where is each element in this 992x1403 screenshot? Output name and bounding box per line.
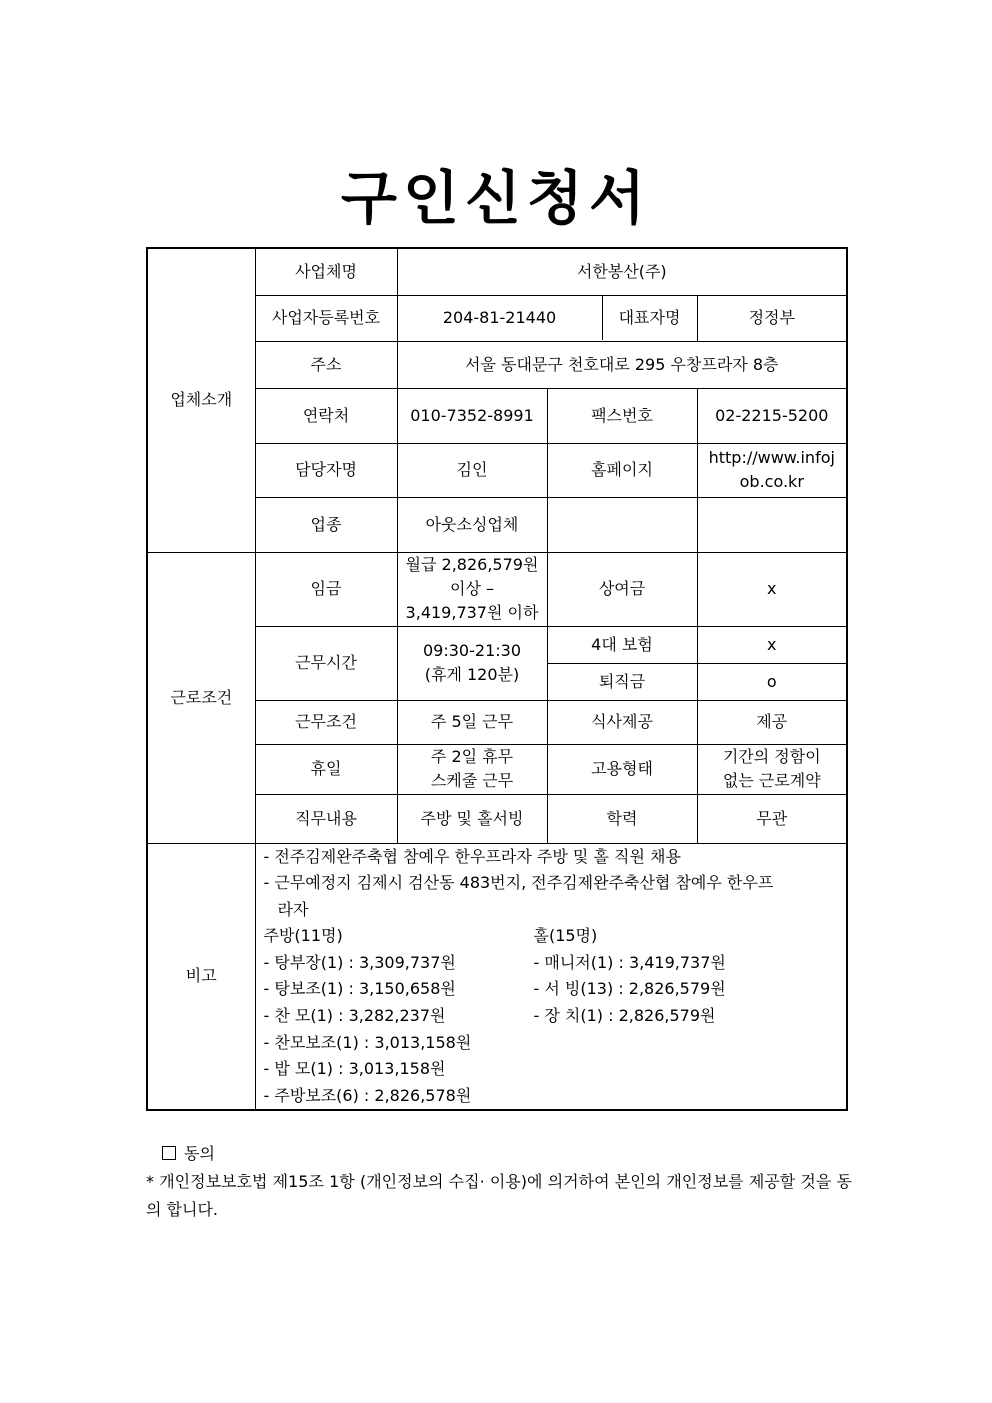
hours-line: 09:30-21:30 xyxy=(423,641,521,660)
education-label: 학력 xyxy=(547,794,697,843)
severance: o xyxy=(697,663,847,700)
holiday-line: 주 2일 휴무 xyxy=(430,747,514,766)
education: 무관 xyxy=(697,794,847,843)
hall-item: - 장 치(1) : 2,826,579원 xyxy=(533,1006,716,1026)
employment-line: 없는 근로계약 xyxy=(722,771,821,790)
phone-label: 연락처 xyxy=(255,388,397,443)
holiday xyxy=(397,744,547,794)
kitchen-item: - 탕부장(1) : 3,309,737원 xyxy=(263,952,456,972)
hall-column xyxy=(534,923,839,1109)
fax: 02-2215-5200 xyxy=(697,388,847,443)
remarks-content xyxy=(255,843,847,1110)
kitchen-item: - 찬 모(1) : 3,282,237원 xyxy=(263,1006,446,1026)
duty: 주방 및 홀서빙 xyxy=(397,794,547,843)
employment-label: 고용형태 xyxy=(547,744,697,794)
manager: 김인 xyxy=(397,443,547,497)
wage-line: 이상 – xyxy=(450,579,494,598)
company-name: 서한봉산(주) xyxy=(397,248,847,295)
wage-label: 임금 xyxy=(255,552,397,626)
homepage xyxy=(697,443,847,497)
kitchen-column xyxy=(264,923,534,1109)
manager-label: 담당자명 xyxy=(255,443,397,497)
remarks-line: 라자 xyxy=(277,899,309,919)
consent-row[interactable] xyxy=(146,1140,852,1168)
section-conditions: 근로조건 xyxy=(147,552,255,843)
bonus: x xyxy=(697,552,847,626)
regno-ceo-cell xyxy=(397,295,697,341)
empty-cell xyxy=(547,497,697,552)
empty-cell xyxy=(697,497,847,552)
consent-checkbox[interactable] xyxy=(162,1146,176,1160)
holiday-label: 휴일 xyxy=(255,744,397,794)
kitchen-header: 주방(11명) xyxy=(263,926,343,946)
kitchen-item: - 탕보조(1) : 3,150,658원 xyxy=(263,979,456,999)
workcond-label: 근무조건 xyxy=(255,700,397,744)
insurance: x xyxy=(697,626,847,663)
hours-label: 근무시간 xyxy=(255,626,397,700)
regno-label: 사업자등록번호 xyxy=(255,295,397,341)
holiday-line: 스케줄 근무 xyxy=(430,771,514,790)
hall-item: - 서 빙(13) : 2,826,579원 xyxy=(533,979,726,999)
address-label: 주소 xyxy=(255,341,397,388)
consent-label: 동의 xyxy=(184,1144,215,1163)
industry: 아웃소싱업체 xyxy=(397,497,547,552)
section-company: 업체소개 xyxy=(147,248,255,552)
wage-line: 3,419,737원 이하 xyxy=(405,603,539,622)
page-title: 구인신청서 xyxy=(340,164,652,232)
hours xyxy=(397,626,547,700)
hours-line: (휴게 120분) xyxy=(424,665,520,684)
insurance-label: 4대 보험 xyxy=(547,626,697,663)
hall-item: - 매니저(1) : 3,419,737원 xyxy=(533,952,726,972)
meal-label: 식사제공 xyxy=(547,700,697,744)
staff-columns xyxy=(264,923,839,1109)
homepage-label: 홈페이지 xyxy=(547,443,697,497)
employment-line: 기간의 정함이 xyxy=(722,747,821,766)
regno: 204-81-21440 xyxy=(398,296,603,340)
consent-section xyxy=(146,1140,852,1224)
homepage-line: ob.co.kr xyxy=(739,472,804,491)
phone: 010-7352-8991 xyxy=(397,388,547,443)
consent-note: * 개인정보보호법 제15조 1항 (개인정보의 수집· 이용)에 의거하여 본인의 개인정보를 제공할 것을 동의 합니다. xyxy=(146,1172,852,1219)
job-application-table xyxy=(146,247,848,1111)
section-remarks: 비고 xyxy=(147,843,255,1110)
duty-label: 직무내용 xyxy=(255,794,397,843)
kitchen-item: - 밥 모(1) : 3,013,158원 xyxy=(263,1059,446,1079)
remarks-line: - 전주김제완주축협 참예우 한우프라자 주방 및 홀 직원 채용 xyxy=(263,846,681,866)
wage xyxy=(397,552,547,626)
industry-label: 업종 xyxy=(255,497,397,552)
fax-label: 팩스번호 xyxy=(547,388,697,443)
ceo-label: 대표자명 xyxy=(618,308,681,327)
wage-line: 월급 2,826,579원 xyxy=(405,555,539,574)
meal: 제공 xyxy=(697,700,847,744)
remarks-line: - 근무예정지 김제시 검산동 483번지, 전주김제완주축산협 참예우 한우프 xyxy=(263,873,774,893)
kitchen-item: - 주방보조(6) : 2,826,578원 xyxy=(263,1085,472,1105)
kitchen-item: - 찬모보조(1) : 3,013,158원 xyxy=(263,1032,472,1052)
address: 서울 동대문구 천호대로 295 우창프라자 8층 xyxy=(397,341,847,388)
workcond: 주 5일 근무 xyxy=(397,700,547,744)
bonus-label: 상여금 xyxy=(547,552,697,626)
severance-label: 퇴직금 xyxy=(547,663,697,700)
homepage-line: http://www.infoj xyxy=(708,448,835,467)
ceo: 정정부 xyxy=(697,295,847,341)
employment xyxy=(697,744,847,794)
hall-header: 홀(15명) xyxy=(533,926,598,946)
company-name-label: 사업체명 xyxy=(255,248,397,295)
